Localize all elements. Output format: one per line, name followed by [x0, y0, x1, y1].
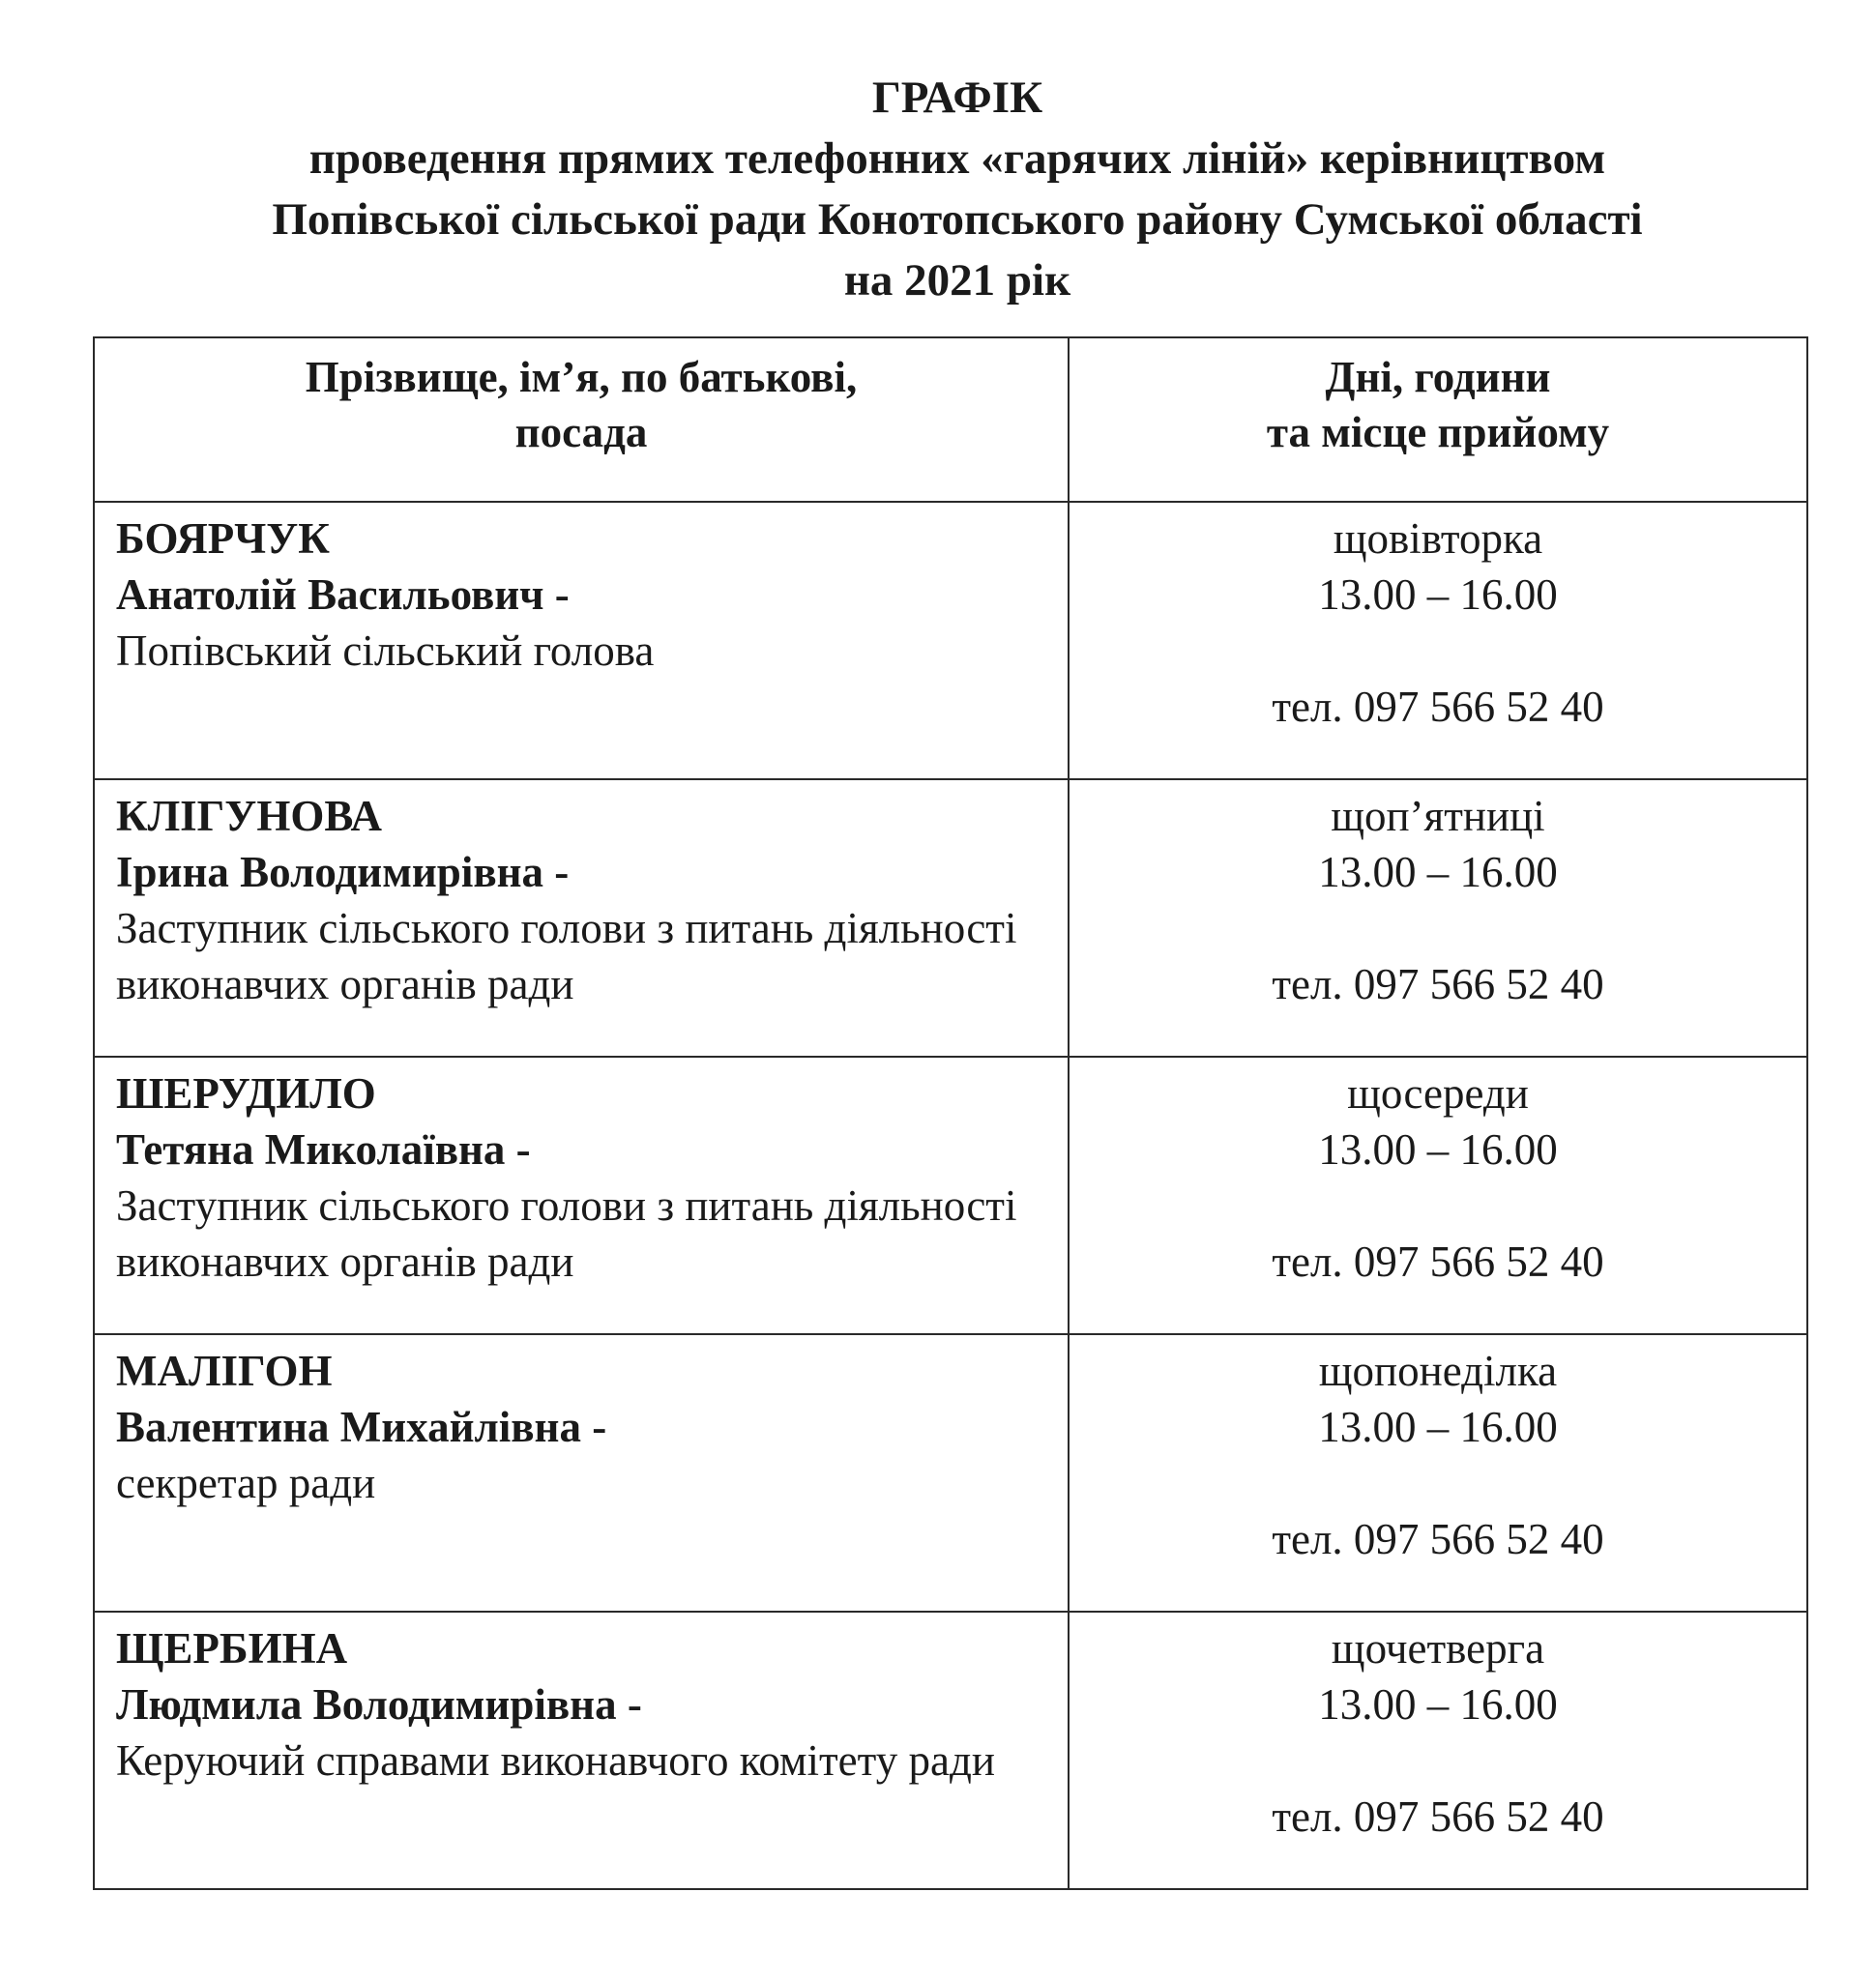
reception-day: щосереди	[1347, 1069, 1529, 1118]
document-subtitle-line-1: проведення прямих телефонних «гарячих ліній» керівництвом	[308, 133, 1606, 184]
person-given-name: Валентина Михайлівна -	[116, 1403, 607, 1451]
person-cell	[94, 502, 1069, 779]
reception-phone: тел. 097 566 52 40	[1272, 1515, 1604, 1563]
person-surname: МАЛІГОН	[116, 1347, 333, 1395]
person-cell	[94, 1334, 1069, 1612]
column-header-name	[94, 337, 1069, 502]
table-header-row	[94, 337, 1807, 502]
reception-day: щоп’ятниці	[1331, 792, 1545, 840]
reception-phone: тел. 097 566 52 40	[1272, 1792, 1604, 1841]
document-header	[0, 68, 1876, 311]
reception-phone: тел. 097 566 52 40	[1272, 1238, 1604, 1286]
person-given-name: Ірина Володимирівна -	[116, 848, 570, 896]
document-subtitle-line-3: на 2021 рік	[843, 255, 1071, 306]
reception-day: щочетверга	[1331, 1624, 1545, 1673]
document-title: ГРАФІК	[871, 73, 1043, 123]
reception-day: щопонеділка	[1318, 1347, 1558, 1395]
schedule-table	[93, 336, 1808, 1890]
person-surname: ЩЕРБИНА	[116, 1624, 348, 1673]
person-surname: КЛІГУНОВА	[116, 792, 383, 840]
person-position: Заступник сільського голови з питань діяльності виконавчих органів ради	[116, 1181, 1017, 1286]
person-surname: ШЕРУДИЛО	[116, 1069, 376, 1118]
table-row	[94, 1612, 1807, 1889]
reception-phone: тел. 097 566 52 40	[1272, 960, 1604, 1008]
reception-hours: 13.00 – 16.00	[1318, 1403, 1558, 1451]
reception-hours: 13.00 – 16.00	[1318, 1125, 1558, 1174]
person-position: Попівський сільський голова	[116, 626, 655, 675]
person-position: секретар ради	[116, 1459, 376, 1507]
reception-day: щовівторка	[1333, 514, 1543, 563]
person-position: Керуючий справами виконавчого комітету ради	[116, 1736, 995, 1785]
reception-cell	[1069, 1612, 1807, 1889]
reception-cell	[1069, 1334, 1807, 1612]
column-header-time-line-1: Дні, години	[1325, 353, 1551, 401]
reception-cell	[1069, 502, 1807, 779]
person-given-name: Анатолій Васильович -	[116, 570, 570, 619]
person-cell	[94, 779, 1069, 1057]
person-cell	[94, 1057, 1069, 1334]
reception-hours: 13.00 – 16.00	[1318, 1680, 1558, 1729]
person-position: Заступник сільського голови з питань діяльності виконавчих органів ради	[116, 904, 1017, 1008]
person-cell	[94, 1612, 1069, 1889]
table-row	[94, 779, 1807, 1057]
table-row	[94, 1334, 1807, 1612]
table-row	[94, 502, 1807, 779]
reception-hours: 13.00 – 16.00	[1318, 570, 1558, 619]
person-given-name: Тетяна Миколаївна -	[116, 1125, 531, 1174]
column-header-time	[1069, 337, 1807, 502]
column-header-name-line-2: посада	[514, 408, 648, 456]
person-given-name: Людмила Володимирівна -	[116, 1680, 642, 1729]
table-row	[94, 1057, 1807, 1334]
document-subtitle-line-2: Попівської сільської ради Конотопського району Сумської області	[272, 194, 1643, 245]
reception-cell	[1069, 779, 1807, 1057]
reception-hours: 13.00 – 16.00	[1318, 848, 1558, 896]
reception-cell	[1069, 1057, 1807, 1334]
reception-phone: тел. 097 566 52 40	[1272, 683, 1604, 731]
column-header-time-line-2: та місце прийому	[1266, 408, 1610, 456]
column-header-name-line-1: Прізвище, ім’я, по батькові,	[305, 353, 858, 401]
person-surname: БОЯРЧУК	[116, 514, 330, 563]
